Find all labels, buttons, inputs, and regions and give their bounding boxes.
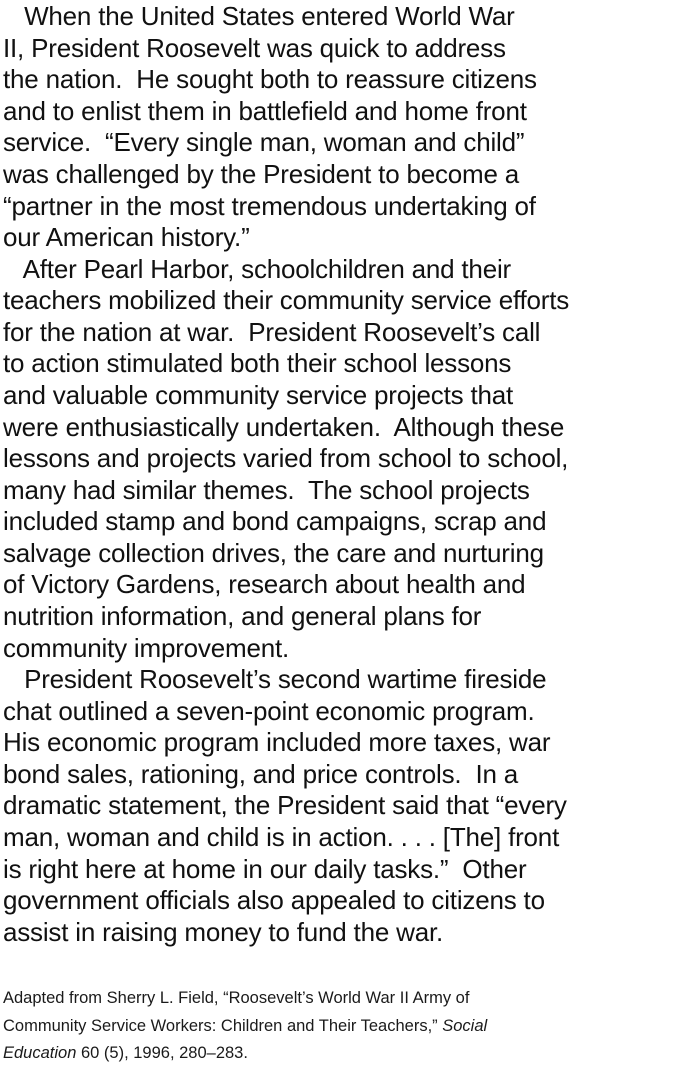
text-line: assist in raising money to fund the war.	[3, 917, 444, 947]
text-line: to action stimulated both their school lessons	[3, 348, 512, 378]
text-line: teachers mobilized their community service efforts	[3, 285, 570, 315]
text-line: nutrition information, and general plans for	[3, 601, 482, 631]
text-line: included stamp and bond campaigns, scrap and	[3, 506, 547, 536]
citation-line: Adapted from Sherry L. Field, “Roosevelt’s World War II Army of	[3, 989, 470, 1007]
citation-italic-text: Social	[442, 1017, 488, 1035]
text-line: lessons and projects varied from school to school,	[3, 443, 569, 473]
text-line: community improvement.	[3, 633, 290, 663]
text-line: for the nation at war. President Roosevelt’s call	[3, 317, 541, 347]
text-line: man, woman and child is in action. . . . [The] front	[3, 822, 560, 852]
text-line: government officials also appealed to citizens to	[3, 885, 545, 915]
text-line: salvage collection drives, the care and nurturing	[3, 538, 544, 568]
text-line: our American history.”	[3, 222, 250, 252]
text-line: dramatic statement, the President said that “every	[3, 790, 567, 820]
citation-line	[3, 1040, 248, 1066]
text-line: After Pearl Harbor, schoolchildren and their	[3, 254, 511, 284]
text-line: II, President Roosevelt was quick to address	[3, 33, 506, 63]
text-line: the nation. He sought both to reassure citizens	[3, 64, 537, 94]
text-line: When the United States entered World War	[3, 1, 515, 31]
text-line: many had similar themes. The school projects	[3, 475, 530, 505]
text-line: His economic program included more taxes, war	[3, 727, 551, 757]
text-line: of Victory Gardens, research about health and	[3, 569, 526, 599]
text-line: was challenged by the President to become a	[3, 159, 520, 189]
text-line: bond sales, rationing, and price controls. In a	[3, 759, 519, 789]
citation-line	[3, 1013, 487, 1039]
text-line: and to enlist them in battlefield and home front	[3, 96, 527, 126]
citation-italic-text: Education	[3, 1044, 77, 1062]
text-line: and valuable community service projects that	[3, 380, 514, 410]
text-line: chat outlined a seven-point economic program.	[3, 696, 535, 726]
text-line: is right here at home in our daily tasks.” Other	[3, 854, 527, 884]
citation-text: 60 (5), 1996, 280–283.	[76, 1044, 248, 1062]
text-line: were enthusiastically undertaken. Although these	[3, 412, 565, 442]
text-line: “partner in the most tremendous undertaking of	[3, 191, 536, 221]
text-line: President Roosevelt’s second wartime fireside	[3, 664, 547, 694]
text-line: service. “Every single man, woman and child”	[3, 127, 525, 157]
citation-text: Community Service Workers: Children and Their Teachers,”	[3, 1017, 443, 1035]
